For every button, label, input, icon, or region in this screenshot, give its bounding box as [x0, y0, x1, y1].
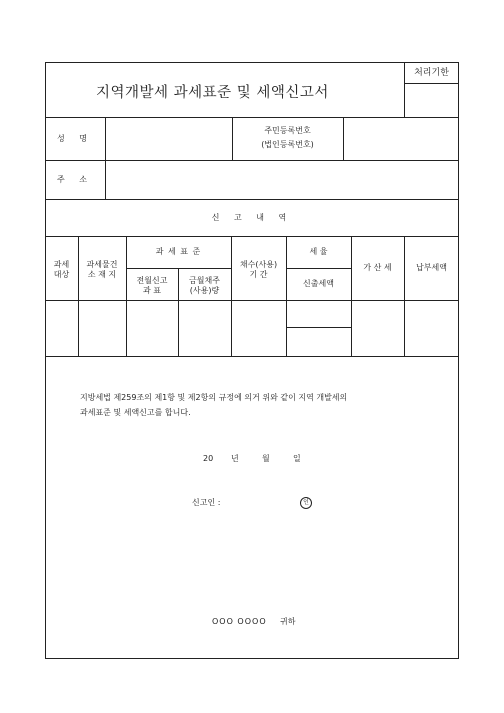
- rule-name-middle: [232, 117, 233, 160]
- rule-table-bottom: [45, 356, 459, 357]
- col-previous-report: 전월신고 과 표: [136, 276, 168, 295]
- col-period: 채수(사용) 기 간: [239, 260, 278, 279]
- rule-col-1: [78, 236, 79, 356]
- rule-name-right: [343, 117, 344, 160]
- seal-mark: 인: [300, 497, 312, 509]
- recipient-honorific: 귀하: [280, 617, 296, 626]
- corporate-id-label: (법인등록번호): [261, 140, 314, 149]
- recipient-name: ООО ОООО: [212, 617, 267, 626]
- rule-data-split: [286, 327, 351, 328]
- tax-report-form: [45, 62, 459, 659]
- rule-name-label: [105, 117, 106, 199]
- date-year-unit: 년: [231, 454, 239, 463]
- col-reported-tax: 신출세액: [303, 279, 334, 288]
- name-label: 성 명: [57, 133, 93, 143]
- col-tax-base: 과 세 표 준: [155, 247, 202, 256]
- col-tax-object: 과세 대상: [53, 260, 70, 279]
- reporter-label: 신고인 :: [192, 498, 221, 507]
- date-day-unit: 일: [293, 454, 301, 463]
- declaration-line-2: 과세표준 및 세액신고를 합니다.: [80, 408, 191, 417]
- form-title: 지역개발세 과세표준 및 세액신고서: [96, 85, 329, 101]
- rule-col-4: [231, 236, 232, 356]
- col-current-usage: 금월채주 (사용)량: [189, 276, 220, 295]
- date-month-unit: 월: [262, 454, 270, 463]
- rule-name-bottom: [45, 160, 459, 161]
- processing-period-label: 처리기한: [414, 68, 449, 78]
- rule-header-bottom: [45, 300, 459, 301]
- id-number-label: 주민등록번호: [264, 126, 311, 135]
- col-tax-rate: 세 율: [309, 247, 328, 256]
- report-section-label: 신 고 내 역: [211, 212, 293, 222]
- declaration-line-1: 지방세법 제259조의 제1항 및 제2항의 규정에 의거 위와 같이 지역 개발세의: [80, 393, 348, 402]
- rule-title-bottom: [45, 117, 459, 118]
- address-label: 주 소: [57, 174, 93, 184]
- col-location: 과세물건 소 재 지: [86, 260, 118, 279]
- rule-processing-split: [404, 83, 459, 84]
- col-payment-amount: 납부세액: [416, 263, 447, 272]
- date-year: 20: [203, 454, 214, 463]
- col-additional-tax: 가 산 세: [363, 263, 392, 272]
